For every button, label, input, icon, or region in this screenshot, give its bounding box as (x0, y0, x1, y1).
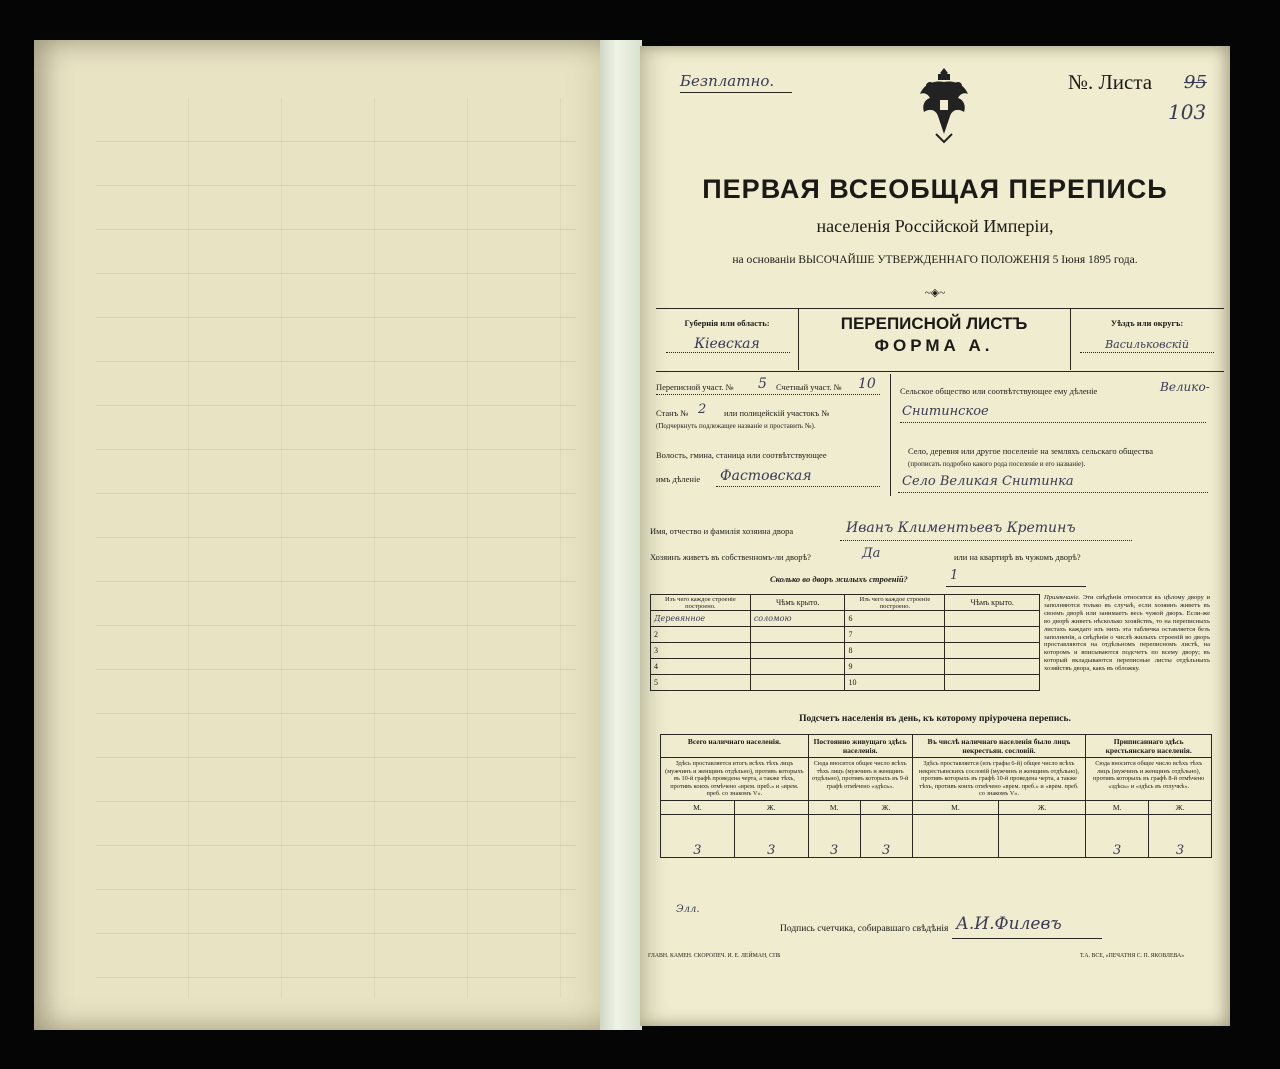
buildings-table (650, 594, 1040, 691)
owner-label: Имя, отчество и фамилія хозяина двора (650, 526, 794, 536)
society-value-1: Велико- (1160, 380, 1210, 394)
tally-header-total: Всего наличнаго населенія. (661, 735, 809, 758)
tally-desc-permanent: Сюда вносится общее число всѣхъ тѣхъ лицъ (мужчинъ и женщинъ отдѣльно), противъ которыхъ въ 9-й графѣ отмѣчено «здѣсь». (808, 758, 912, 801)
sheet-number-label: №. Листа (1068, 70, 1153, 94)
volost-label: Волость, гмина, станица или соотвѣтствующее (656, 450, 827, 460)
left-blank-page (34, 40, 616, 1030)
gubernia-label: Губернія или область: (684, 318, 770, 328)
free-underline (680, 92, 792, 93)
police-label: или полицейскій участокъ № (724, 408, 830, 418)
signature-label: Подпись счетчика, собиравшаго свѣдѣнія (780, 924, 949, 934)
col-roof-header-2: Чѣмъ крыто. (945, 595, 1040, 611)
uezd-value: Васильковскій (1105, 338, 1189, 351)
gubernia-value: Кіевская (694, 336, 760, 352)
buildings-value: 1 (950, 568, 959, 583)
double-headed-eagle-icon (916, 64, 972, 148)
basis-line: на основаніи ВЫСОЧАЙШЕ УТВЕРЖДЕННАГО ПОЛОЖЕНІЯ 5 Іюня 1895 года. (732, 254, 1138, 266)
count-label: Счетный участ. № (776, 382, 842, 392)
title-ornament: ~◈~ (924, 287, 946, 299)
printer-left: ГЛАВН. КАМЕН. СКОРОПЕЧ. И. Е. ЛЕЙМАН, СПБ (648, 953, 781, 959)
tally-desc-registered: Сюда вносится общее число всѣхъ тѣхъ лицъ (мужчинъ и женщинъ отдѣльно), противъ которыхъ въ графѣ 8-й отмѣчено «здѣсь» и «здѣсь въ отлучкѣ». (1086, 758, 1212, 801)
signature-value: А.И.Филевъ (956, 914, 1062, 934)
tally-header-non-peasant: Въ числѣ наличнаго населенія было лицъ некрестьян. сословій. (912, 735, 1086, 758)
main-title: ПЕРВАЯ ВСЕОБЩАЯ ПЕРЕПИСЬ (702, 174, 1168, 204)
col-roof-header: Чѣмъ крыто. (750, 595, 845, 611)
col-material-header: Изъ чего каждое строеніе построено. (651, 595, 751, 611)
police-note: (Подчеркнуть подлежащее названіе и проставить №). (656, 422, 816, 430)
tally-desc-total: Здѣсь проставляется итогъ всѣхъ тѣхъ лицъ (мужчинъ и женщинъ отдѣльно), противъ которыхъ въ 10-й графѣ проведена черта, а также тѣхъ, противъ коихъ отмѣчено «врем. преб.» и «врем. преб. со знакомъ V». (661, 758, 809, 801)
col-material-header-2: Изъ чего каждое строеніе построено. (845, 595, 945, 611)
volost-label-2: имъ дѣленіе (656, 474, 701, 484)
own-yard-label: Хозяинъ живетъ въ собственномъ-ли дворѣ? (650, 552, 811, 562)
tally-desc-non-peasant: Здѣсь проставляется (изъ графы 6-й) общее число всѣхъ некрестьянскихъ сословій (мужчинъ и женщинъ отдѣльно), противъ которыхъ въ графѣ 10-й проведена черта, а также тѣхъ, противъ коихъ отмѣчено «врем. преб.» и «врем. преб. со знакомъ V». (912, 758, 1086, 801)
buildings-label: Сколько во дворъ жилыхъ строеній? (770, 574, 908, 584)
table-row: 3 8 (651, 643, 1040, 659)
stan-label: Станъ № (656, 408, 689, 418)
printer-right: Т.А. ВСЕ, «ПЕЧАТНЯ С. П. ЯКОВЛЕВА» (1080, 953, 1185, 959)
district-value: 5 (758, 376, 767, 392)
note-block (1044, 594, 1210, 673)
sheet-number-handwritten: 103 (1168, 100, 1207, 124)
village-note: (прописать подробно какого рода поселеніе и его названіе). (908, 460, 1086, 468)
tally-values-row: 3 3 3 3 3 3 (661, 814, 1212, 857)
table-row: 2 7 (651, 627, 1040, 643)
subtitle: населенія Россійской Имперіи, (816, 216, 1054, 236)
owner-value: Иванъ Климентьевъ Кретинъ (846, 520, 1076, 536)
note-label: Примѣчаніе. (1044, 594, 1081, 601)
count-value: 10 (858, 376, 876, 392)
book-gutter (600, 40, 642, 1030)
free-label: Безплатно. (680, 72, 775, 90)
rent-label: или на квартирѣ въ чужомъ дворѣ? (954, 552, 1081, 562)
society-value-2: Снитинское (902, 404, 989, 419)
row-1-roof: соломою (750, 611, 845, 627)
village-value: Село Великая Снитинка (902, 474, 1074, 489)
tally-title: Подсчетъ населенія въ день, къ которому пріурочена перепись. (799, 714, 1071, 724)
sheet-title: ПЕРЕПИСНОЙ ЛИСТЪ (840, 314, 1028, 333)
form-title: ФОРМА А. (874, 336, 994, 355)
tally-header-permanent: Постоянно живущаго здѣсь населенія. (808, 735, 912, 758)
census-form-page (640, 46, 1230, 1026)
table-row: 5 10 (651, 675, 1040, 691)
table-row: Деревянное соломою 6 (651, 611, 1040, 627)
village-label: Село, деревня или другое поселеніе на земляхъ сельскаго общества (908, 446, 1153, 456)
table-row: 4 9 (651, 659, 1040, 675)
tally-sex-row: М. Ж. М. Ж. М. Ж. М. Ж. (661, 800, 1212, 814)
district-label: Переписной участ. № (656, 382, 734, 392)
society-label: Сельское общество или соотвѣтствующее ему дѣленіе (900, 386, 1098, 396)
volost-value: Фастовская (720, 468, 812, 484)
stan-value: 2 (698, 402, 707, 417)
note-text: Эти свѣдѣнія относятся къ цѣлому двору и заполняются только въ случаѣ, если хозяинъ живетъ въ своемъ дворѣ или занимаетъ весь чужой дворъ. Если-же во дворѣ живетъ нѣсколько хозяйствъ, то на переписныхъ листахъ каждаго изъ нихъ эта табличка оставляется безъ заполненія, а свѣдѣнія о числѣ жилыхъ строеній во дворъ проставляются на отдѣльномъ переписномъ листѣ, на которомъ и вписываются подсчетъ по всему двору; въ который вкладываются переписные листы отдѣльныхъ хозяйствъ двора, какъ въ обложку. (1044, 594, 1210, 673)
row-1-material: Деревянное (651, 611, 751, 627)
tally-header-registered: Приписаннаго здѣсь крестьянскаго населенія. (1086, 735, 1212, 758)
sheet-number-struck: 95 (1184, 72, 1207, 93)
own-yard-value: Да (862, 546, 881, 561)
population-tally-table (660, 734, 1212, 858)
uezd-label: Уѣздъ или округъ: (1110, 318, 1184, 328)
date-scrawl: Элл. (676, 904, 700, 915)
faint-ruled-grid (96, 98, 576, 998)
